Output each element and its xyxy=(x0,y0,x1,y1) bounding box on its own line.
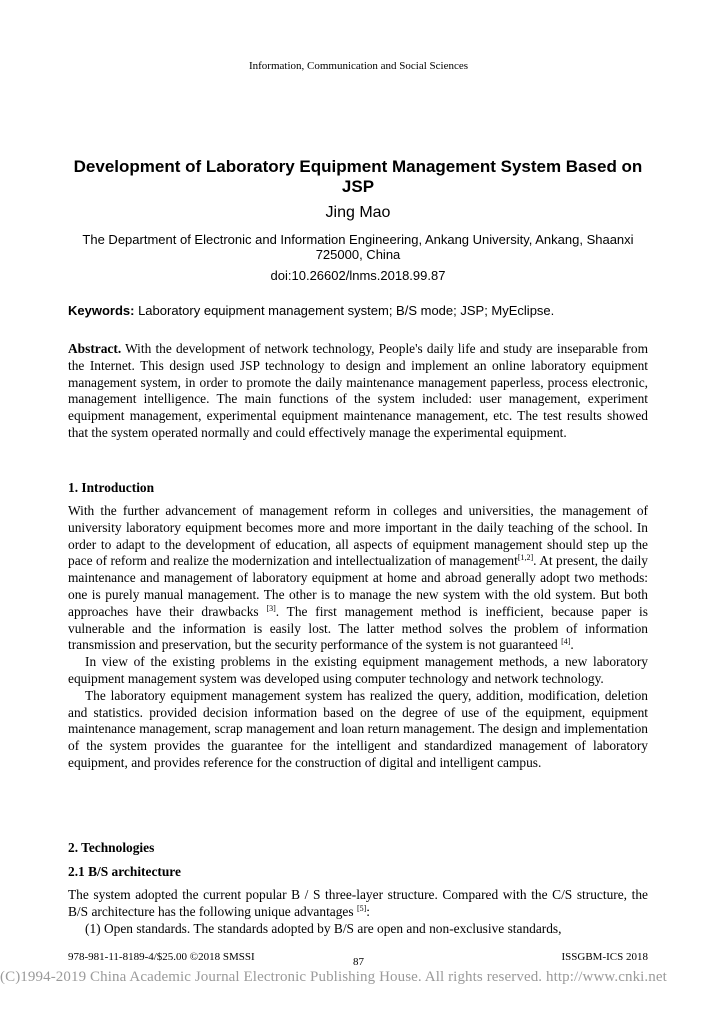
section-1-paragraph-1 xyxy=(68,503,648,654)
text-run: . The first management method is inefficient, because paper is vulnerable and the information is easily lost. The latter method solves the problem of information transmission and preservation, but the security performance of the system is not guaranteed xyxy=(68,603,648,653)
text-run: With the further advancement of management reform in colleges and universities, the management of university laboratory equipment becomes more and more important in the daily teaching of the school. In order to adapt to the development of education, all aspects of equipment management should step up the pace of reform and realize the modernization and intellectualization of management xyxy=(68,503,648,569)
running-head: Information, Communication and Social Sciences xyxy=(248,60,469,72)
footer-isbn: 978-981-11-8189-4/$25.00 ©2018 SMSSI xyxy=(68,951,255,963)
section-1-heading: 1. Introduction xyxy=(68,480,155,495)
citation: [1,2] xyxy=(517,553,534,563)
section-2-heading: 2. Technologies xyxy=(68,840,155,855)
citation: [5] xyxy=(356,903,367,913)
section-2-paragraph-1 xyxy=(68,887,648,921)
text-run: . xyxy=(570,637,574,653)
copyright-watermark: (C)1994-2019 China Academic Journal Electronic Publishing House. All rights reserved. http://www.cnki.net xyxy=(0,969,667,985)
abstract-text: With the development of network technology, People's daily life and study are inseparable from the Internet. This design used JSP technology to design and implement an online laboratory equipment management system, in order to promote the daily maintenance management paperless, process electronic, management intelligence. The main functions of the system included: user management, experiment equipment management, experimental equipment maintenance management, etc. The test results showed that the system operated normally and could effectively manage the experimental equipment. xyxy=(68,341,648,440)
author-affiliation: The Department of Electronic and Information Engineering, Ankang University, Ankang, Shaanxi 725000, China xyxy=(82,232,634,262)
keywords-label: Keywords: xyxy=(68,303,135,318)
section-1-body xyxy=(68,503,648,772)
text-run: . At present, the daily maintenance and management of laboratory equipment at home and abroad generally adopt two methods: one is purely manual management. The other is to manage the new system with the old system. But both approaches have their drawbacks xyxy=(68,553,648,619)
section-2-1-heading: 2.1 B/S architecture xyxy=(68,864,181,879)
section-1-paragraph-2: In view of the existing problems in the existing equipment management methods, a new laboratory equipment management system was developed using computer technology and network technology. xyxy=(68,654,648,686)
paper-title: Development of Laboratory Equipment Management System Based on JSP xyxy=(73,157,643,196)
section-1-paragraph-3: The laboratory equipment management system has realized the query, addition, modification, deletion and statistics. provided decision information based on the degree of use of the equipment, equipment maintenance management, scrap management and loan return management. The design and implementation of the system provides the guarantee for the intelligent and standardized management of laboratory equipment, and provides reference for the construction of digital and intelligent campus. xyxy=(68,687,648,770)
citation: [3] xyxy=(266,603,276,613)
author-name: Jing Mao xyxy=(325,204,391,221)
abstract-label: Abstract. xyxy=(68,341,122,356)
text-run: The system adopted the current popular B / S three-layer structure. Compared with the C/S structure, the B/S architecture has the following unique advantages xyxy=(68,887,648,919)
keywords xyxy=(68,303,648,318)
text-run: : xyxy=(366,903,370,919)
footer-conference: ISSGBM-ICS 2018 xyxy=(561,951,648,963)
doi: doi:10.26602/lnms.2018.99.87 xyxy=(270,268,446,283)
keywords-text: Laboratory equipment management system; B/S mode; JSP; MyEclipse. xyxy=(134,303,555,318)
section-2-body xyxy=(68,887,648,937)
page-number: 87 xyxy=(353,956,364,968)
citation: [4] xyxy=(561,637,571,647)
abstract xyxy=(68,341,648,442)
section-2-paragraph-2: (1) Open standards. The standards adopted by B/S are open and non-exclusive standards, xyxy=(85,920,562,936)
